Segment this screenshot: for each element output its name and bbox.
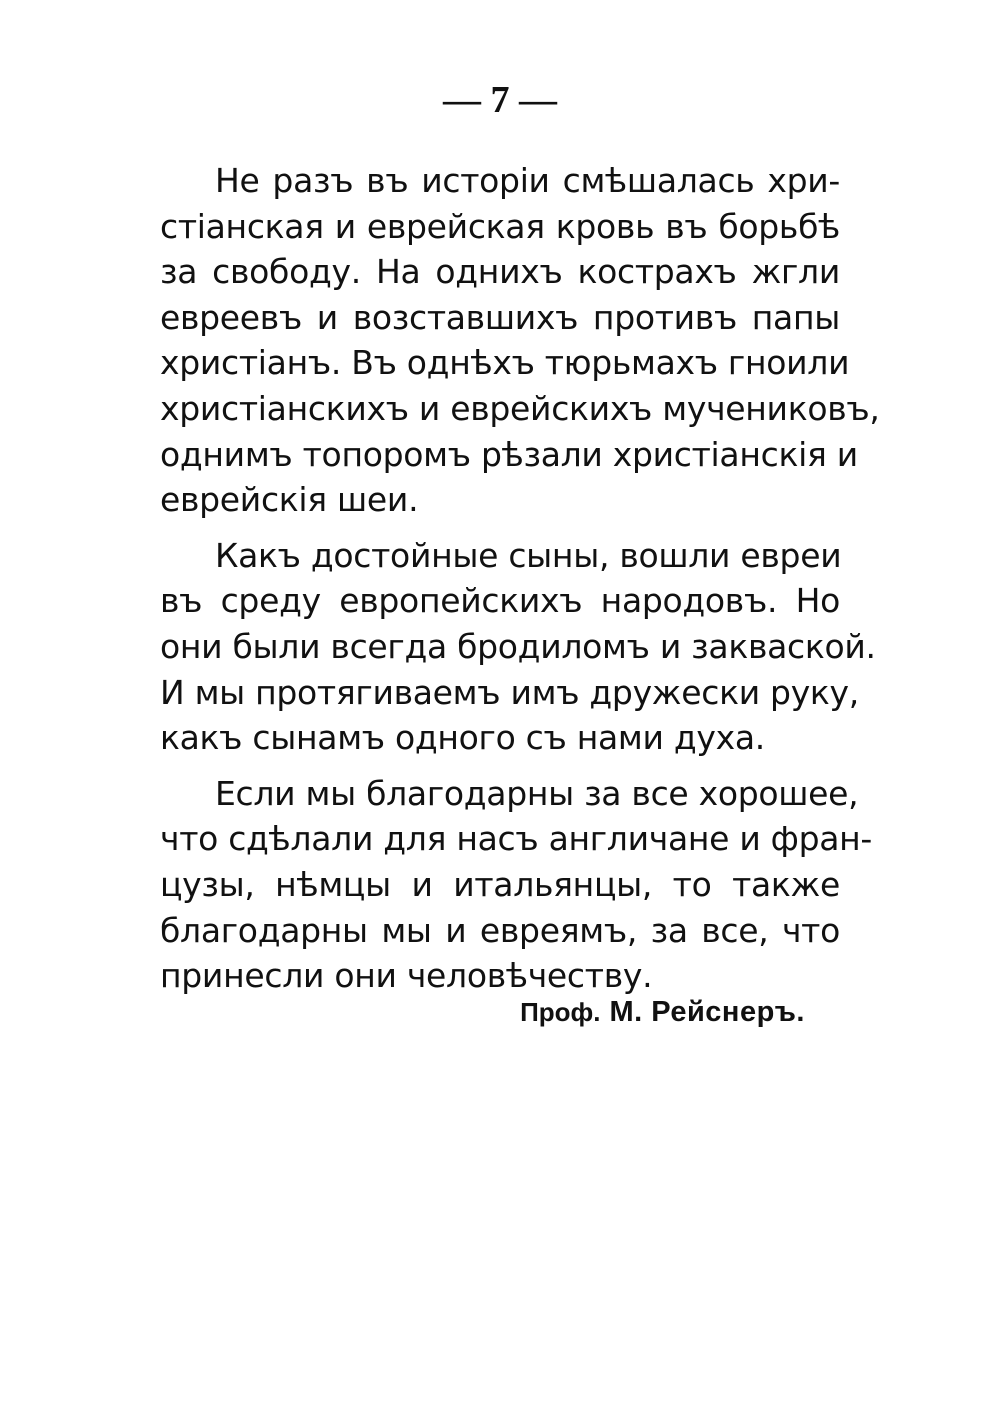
text-line: въ среду европейскихъ народовъ. Но [160,581,840,621]
text-line: принесли они человѣчеству. [160,956,653,996]
body-text [160,158,880,999]
paragraph-1 [160,158,880,523]
paragraph-2 [160,533,876,761]
text-line: христіанскихъ и еврейскихъ мучениковъ, [160,388,880,428]
signature-author: М. Рейснеръ. [609,996,805,1028]
text-line: И мы протягиваемъ имъ дружески руку, [160,672,859,712]
text-line: христіанъ. Въ однѣхъ тюрьмахъ гноили [160,343,850,383]
text-line: что сдѣлали для насъ англичане и фран- [160,819,873,859]
text-line: еврейскія шеи. [160,480,419,520]
paragraph-3 [160,771,873,999]
page-number: — 7 — [443,79,557,121]
text-line: Не разъ въ исторіи смѣшалась хри- [215,161,840,200]
text-line: за свободу. На однихъ кострахъ жгли [160,252,840,292]
text-line: Если мы благодарны за все хорошее, [215,773,859,813]
signature [0,992,805,1032]
text-line: евреевъ и возставшихъ противъ папы [160,297,840,337]
signature-title: Проф. [520,997,601,1027]
text-line: Какъ достойные сыны, вошли евреи [215,535,842,575]
text-line: цузы, нѣмцы и итальянцы, то также [160,864,840,904]
text-line: какъ сынамъ одного съ нами духа. [160,718,765,758]
text-line: они были всегда бродиломъ и закваской. [160,626,876,666]
text-line: стіанская и еврейская кровь въ борьбѣ [160,206,840,246]
text-line: однимъ топоромъ рѣзали христіанскія и [160,434,858,474]
text-line: благодарны мы и евреямъ, за все, что [160,910,840,950]
